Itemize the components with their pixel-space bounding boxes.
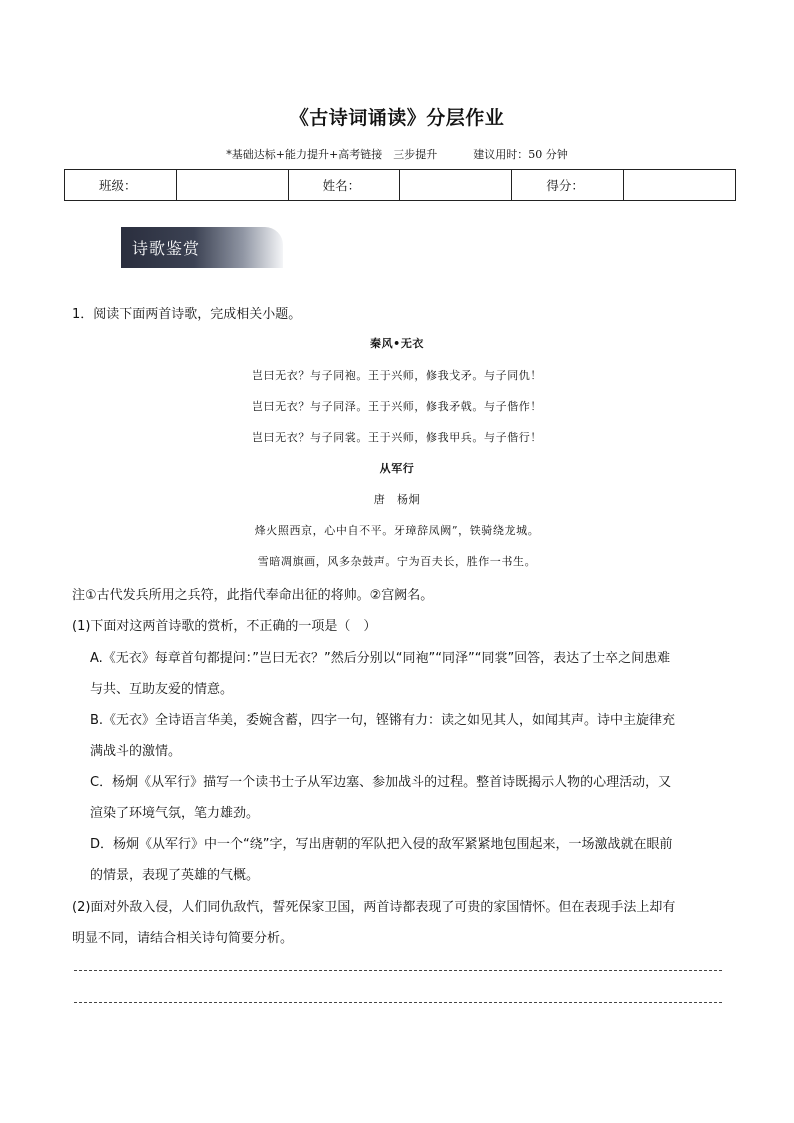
poem-note: 注①古代发兵所用之兵符，此指代奉命出征的将帅。②宫阙名。 [72, 588, 434, 603]
page-title: 《古诗词诵读》分层作业 [289, 107, 505, 129]
student-info-table [64, 169, 736, 201]
sub1-stem: (1)下面对这两首诗歌的赏析，不正确的一项是（ ） [72, 619, 377, 634]
option-d-cont: 的情景，表现了英雄的气概。 [90, 868, 260, 883]
poem1-title: 秦风•无衣 [369, 337, 425, 350]
subtitle-time: 建议用时：50 分钟 [473, 148, 568, 161]
poem2-title: 从军行 [379, 462, 415, 475]
class-field[interactable] [176, 170, 288, 201]
poem2-author: 唐 杨炯 [373, 493, 421, 506]
option-c[interactable]: C．杨炯《从军行》描写一个读书士子从军边塞、参加战斗的过程。整首诗既揭示人物的心理活动，又 [90, 775, 672, 790]
poem1-line: 岂曰无衣？与子同泽。王于兴师，修我矛戟。与子偕作！ [252, 400, 542, 413]
page-subtitle [0, 146, 794, 162]
score-field[interactable] [624, 170, 736, 201]
section-banner [121, 227, 283, 268]
option-a-cont: 与共、互助友爱的情意。 [90, 682, 234, 697]
answer-line[interactable] [74, 970, 722, 971]
poem1-line: 岂曰无衣？与子同袍。王于兴师，修我戈矛。与子同仇！ [252, 369, 542, 382]
poem1-line: 岂曰无衣？与子同裳。王于兴师，修我甲兵。与子偕行！ [252, 431, 542, 444]
answer-line[interactable] [74, 1002, 722, 1003]
section-banner-label: 诗歌鉴赏 [132, 239, 201, 258]
name-field[interactable] [400, 170, 512, 201]
poem2-line: 雪暗凋旗画，风多杂鼓声。宁为百夫长，胜作一书生。 [257, 555, 537, 568]
sub2-stem-cont: 明显不同，请结合相关诗句简要分析。 [72, 931, 294, 946]
score-label: 得分： [512, 170, 624, 201]
option-a[interactable]: A.《无衣》每章首句都提问：”岂曰无衣？”然后分别以“同袍”“同泽”“同裳”回答，表达了士卒之间患难 [90, 651, 671, 666]
option-b[interactable]: B.《无衣》全诗语言华美，委婉含蓄，四字一句，铿锵有力：读之如见其人，如闻其声。诗中主旋律充 [90, 713, 676, 728]
poem2-line: 烽火照西京，心中自不平。牙璋辞凤阙”，铁骑绕龙城。 [254, 524, 540, 537]
option-c-cont: 渲染了环境气氛，笔力雄劲。 [90, 806, 260, 821]
name-label: 姓名： [288, 170, 400, 201]
option-b-cont: 满战斗的激情。 [90, 744, 182, 759]
question-intro: 1．阅读下面两首诗歌，完成相关小题。 [72, 307, 302, 322]
sub2-stem: (2)面对外敌入侵，人们同仇敌忾，誓死保家卫国，两首诗都表现了可贵的家国情怀。但在表现手法上却有 [72, 900, 676, 915]
option-d[interactable]: D．杨炯《从军行》中一个“绕”字，写出唐朝的军队把入侵的敌军紧紧地包围起来，一场激战就在眼前 [90, 837, 673, 852]
subtitle-steps: *基础达标+能力提升+高考链接 三步提升 [226, 148, 438, 161]
class-label: 班级： [65, 170, 177, 201]
